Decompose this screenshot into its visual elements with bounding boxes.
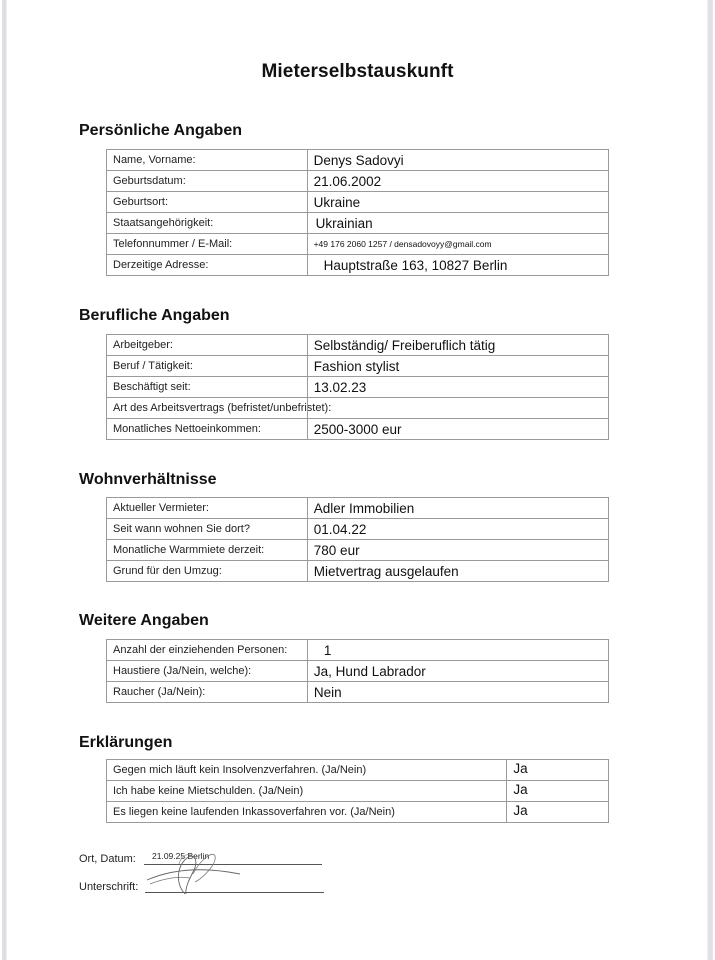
section-heading-professional: Berufliche Angaben — [79, 307, 230, 324]
moving-reason-field[interactable]: Mietvertrag ausgelaufen — [307, 561, 608, 582]
warm-rent-field[interactable]: 780 eur — [307, 540, 608, 561]
further-table — [106, 639, 609, 703]
persons-count-field[interactable]: 1 — [307, 640, 608, 661]
signature-label: Unterschrift: — [79, 881, 139, 893]
table-row — [107, 781, 609, 802]
signature-scribble-icon — [145, 848, 255, 898]
professional-table — [106, 334, 609, 440]
place-date-value[interactable]: 21.09.25 Berlin — [152, 851, 210, 861]
field-label: Raucher (Ja/Nein): — [107, 682, 308, 703]
employer-field[interactable]: Selbständig/ Freiberuflich tätig — [307, 335, 608, 356]
no-collection-answer[interactable]: Ja — [507, 802, 609, 823]
field-label: Seit wann wohnen Sie dort? — [107, 519, 308, 540]
smoker-field[interactable]: Nein — [307, 682, 608, 703]
field-label: Telefonnummer / E-Mail: — [107, 234, 308, 255]
field-label: Haustiere (Ja/Nein, welche): — [107, 661, 308, 682]
contract-type-field[interactable] — [107, 398, 609, 419]
column-divider — [307, 398, 308, 418]
table-row — [107, 540, 609, 561]
nationality-field[interactable]: Ukrainian — [307, 213, 608, 234]
table-row — [107, 419, 609, 440]
table-row — [107, 398, 609, 419]
birthplace-field[interactable]: Ukraine — [307, 192, 608, 213]
table-row — [107, 640, 609, 661]
document-title: Mieterselbstauskunft — [261, 61, 454, 82]
table-row — [107, 561, 609, 582]
table-row — [107, 760, 609, 781]
declaration-label: Gegen mich läuft kein Insolvenzverfahren. (Ja/Nein) — [107, 760, 507, 781]
pets-field[interactable]: Ja, Hund Labrador — [307, 661, 608, 682]
section-heading-housing: Wohnverhältnisse — [79, 471, 217, 488]
place-date-label: Ort, Datum: — [79, 853, 136, 865]
field-label: Monatliches Nettoeinkommen: — [107, 419, 308, 440]
section-heading-further: Weitere Angaben — [79, 612, 209, 629]
field-label: Staatsangehörigkeit: — [107, 213, 308, 234]
table-row — [107, 150, 609, 171]
table-row — [107, 335, 609, 356]
table-row — [107, 213, 609, 234]
field-label: Name, Vorname: — [107, 150, 308, 171]
name-field[interactable]: Denys Sadovyi — [307, 150, 608, 171]
personal-table — [106, 149, 609, 276]
field-label: Geburtsort: — [107, 192, 308, 213]
page-edge-right — [707, 0, 713, 960]
field-label: Monatliche Warmmiete derzeit: — [107, 540, 308, 561]
declaration-label: Es liegen keine laufenden Inkassoverfahren vor. (Ja/Nein) — [107, 802, 507, 823]
table-row — [107, 519, 609, 540]
housing-table — [106, 497, 609, 582]
table-row — [107, 498, 609, 519]
birthdate-field[interactable]: 21.06.2002 — [307, 171, 608, 192]
field-label: Aktueller Vermieter: — [107, 498, 308, 519]
field-label: Art des Arbeitsvertrags (befristet/unbefristet): — [113, 402, 332, 414]
occupation-field[interactable]: Fashion stylist — [307, 356, 608, 377]
address-field[interactable]: Hauptstraße 163, 10827 Berlin — [307, 255, 608, 276]
field-label: Beruf / Tätigkeit: — [107, 356, 308, 377]
table-row — [107, 171, 609, 192]
table-row — [107, 682, 609, 703]
current-landlord-field[interactable]: Adler Immobilien — [307, 498, 608, 519]
declarations-table — [106, 759, 609, 823]
table-row — [107, 802, 609, 823]
field-label: Grund für den Umzug: — [107, 561, 308, 582]
field-label: Beschäftigt seit: — [107, 377, 308, 398]
table-row — [107, 192, 609, 213]
page-edge-left — [2, 0, 7, 960]
table-row — [107, 377, 609, 398]
field-label: Derzeitige Adresse: — [107, 255, 308, 276]
no-rent-debt-answer[interactable]: Ja — [507, 781, 609, 802]
no-insolvency-answer[interactable]: Ja — [507, 760, 609, 781]
net-income-field[interactable]: 2500-3000 eur — [307, 419, 608, 440]
section-heading-personal: Persönliche Angaben — [79, 122, 242, 139]
field-label: Anzahl der einziehenden Personen: — [107, 640, 308, 661]
table-row — [107, 234, 609, 255]
field-label: Geburtsdatum: — [107, 171, 308, 192]
table-row — [107, 356, 609, 377]
field-label: Arbeitgeber: — [107, 335, 308, 356]
declaration-label: Ich habe keine Mietschulden. (Ja/Nein) — [107, 781, 507, 802]
contact-field[interactable]: +49 176 2060 1257 / densadovoyy@gmail.com — [307, 234, 608, 255]
employed-since-field[interactable]: 13.02.23 — [307, 377, 608, 398]
living-since-field[interactable]: 01.04.22 — [307, 519, 608, 540]
section-heading-declarations: Erklärungen — [79, 734, 173, 751]
table-row — [107, 255, 609, 276]
table-row — [107, 661, 609, 682]
